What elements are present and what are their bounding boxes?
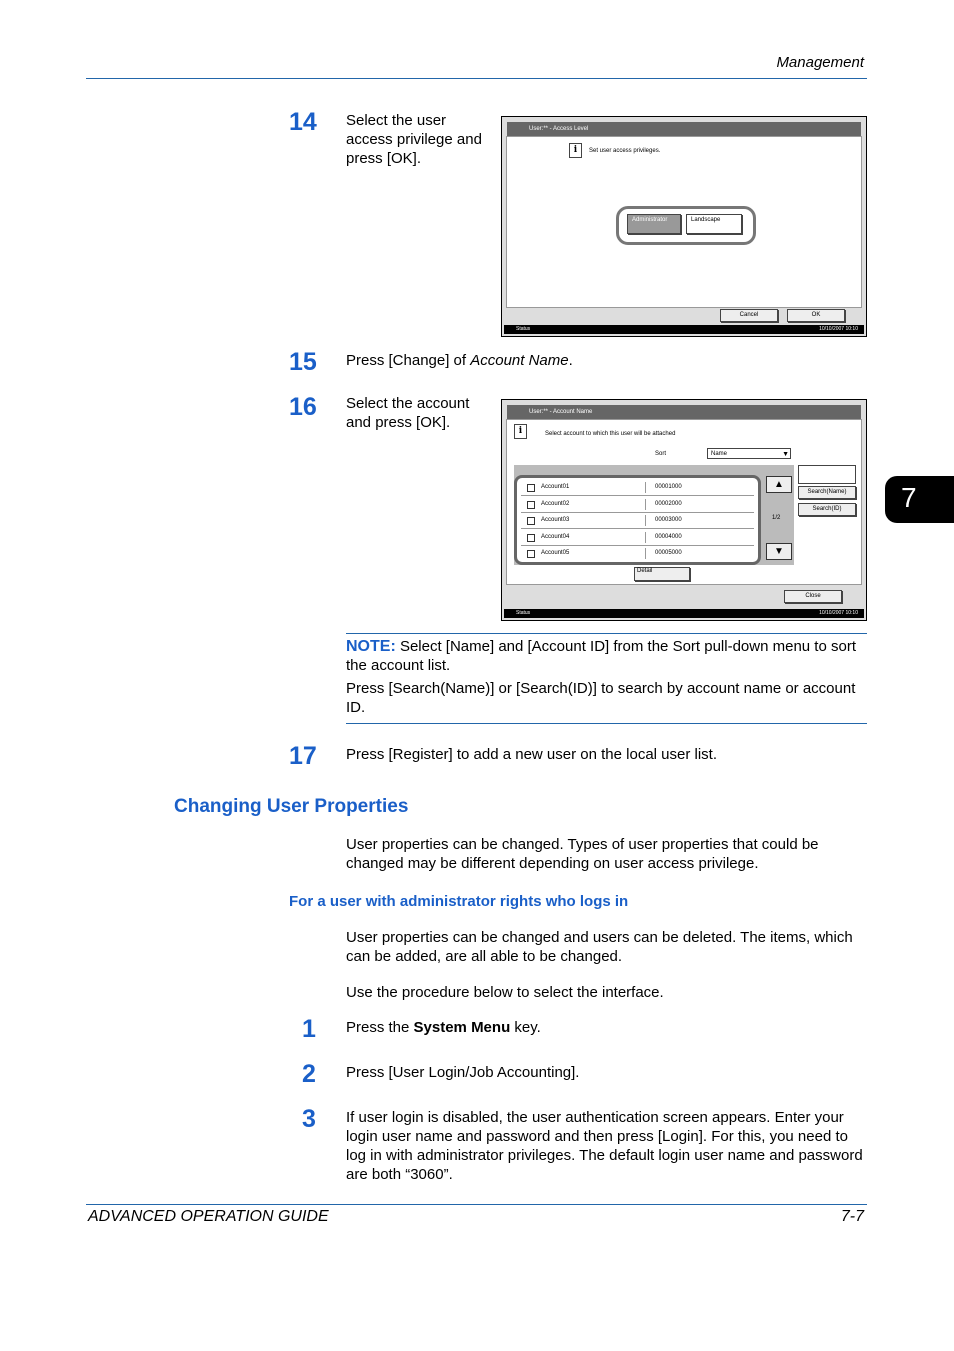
note-text-1: Select [Name] and [Account ID] from the Sort pull-down menu to sort the account list. [346, 638, 856, 674]
note-top-rule [346, 633, 867, 634]
status-bar [504, 325, 864, 334]
column-separator [645, 482, 646, 493]
section-title: Changing User Properties [174, 796, 409, 817]
status-datetime: 10/10/2007 10:10 [819, 610, 858, 616]
account-name: Account03 [541, 517, 570, 523]
step-16-text: Select the account and press [OK]. [346, 395, 470, 431]
step-2-text: Press [User Login/Job Accounting]. [346, 1064, 580, 1081]
note-label: NOTE: [346, 638, 396, 655]
list-item[interactable] [521, 530, 754, 546]
subsection-title: For a user with administrator rights who logs in [289, 893, 629, 910]
list-item[interactable] [521, 497, 754, 513]
screen-title: User:** - Access Level [507, 122, 861, 136]
sort-dropdown-value: Name [711, 451, 728, 457]
system-menu-key-label: System Menu [413, 1019, 511, 1036]
running-header: Management [776, 54, 864, 71]
search-name-button[interactable]: Search(Name) [798, 486, 856, 499]
step-14-text: Select the user access privilege and press [OK]. [346, 112, 482, 167]
info-message: Set user access privileges. [589, 148, 661, 154]
info-message: Select account to which this user will be attached [545, 431, 676, 437]
account-icon [527, 484, 535, 492]
cancel-button[interactable]: Cancel [720, 309, 778, 322]
administrator-button[interactable]: Administrator [627, 214, 681, 234]
step-17-text: Press [Register] to add a new user on the local user list. [346, 746, 718, 763]
detail-button[interactable]: Detail [634, 567, 690, 581]
search-id-button[interactable]: Search(ID) [798, 503, 856, 516]
account-id: 00001000 [655, 484, 682, 490]
arrow-down-icon: ▼ [774, 546, 784, 557]
step-16-number: 16 [289, 393, 317, 421]
step-3-text: If user login is disabled, the user authentication screen appears. Enter your login user name and password and then press [Login]. For this, you need to log in with administrator privileges. The default login user name and password are both “3060”. [346, 1109, 863, 1183]
step-17-number: 17 [289, 742, 317, 770]
step-1-text [346, 1018, 856, 1037]
step-15-text-em: Account Name [470, 352, 569, 369]
arrow-up-icon: ▲ [774, 479, 784, 490]
column-separator [645, 532, 646, 543]
scroll-up-button[interactable] [766, 476, 792, 493]
scroll-down-button[interactable] [766, 543, 792, 560]
access-level-screenshot [501, 116, 867, 337]
column-separator [645, 548, 646, 559]
account-icon [527, 501, 535, 509]
close-button[interactable]: Close [784, 590, 842, 603]
info-icon: i [569, 143, 582, 158]
column-separator [645, 515, 646, 526]
account-name: Account05 [541, 550, 570, 556]
subsection-paragraph-2: Use the procedure below to select the interface. [346, 984, 664, 1001]
account-name: Account04 [541, 534, 570, 540]
step-1-number: 1 [302, 1015, 316, 1043]
status-bar [504, 609, 864, 618]
step-15-text-a: Press [Change] of [346, 352, 471, 369]
header-rule [86, 78, 867, 79]
search-input[interactable] [798, 465, 856, 484]
account-icon [527, 534, 535, 542]
list-item[interactable] [521, 480, 754, 496]
step-1-text-b: key. [510, 1019, 541, 1036]
subsection-paragraph-1: User properties can be changed and users can be deleted. The items, which can be added, are all able to be changed. [346, 929, 853, 965]
account-icon [527, 550, 535, 558]
note-paragraph-2: Press [Search(Name)] or [Search(ID)] to search by account name or account ID. [346, 680, 856, 716]
status-label[interactable]: Status [516, 326, 531, 332]
step-15-text [346, 351, 866, 370]
landscape-button[interactable]: Landscape [686, 214, 742, 234]
ok-button[interactable]: OK [787, 309, 845, 322]
sort-label: Sort [655, 451, 667, 457]
account-id: 00005000 [655, 550, 682, 556]
account-list [514, 475, 761, 565]
column-separator [645, 499, 646, 510]
account-name: Account01 [541, 484, 570, 490]
step-2-number: 2 [302, 1060, 316, 1088]
footer-rule [86, 1204, 867, 1205]
page-indicator: 1/2 [772, 515, 781, 521]
account-id: 00004000 [655, 534, 682, 540]
account-id: 00003000 [655, 517, 682, 523]
list-item[interactable] [521, 546, 754, 561]
step-15-text-b: . [568, 352, 573, 369]
step-14-number: 14 [289, 108, 317, 136]
section-intro: User properties can be changed. Types of user properties that could be changed may be different depending on user access privilege. [346, 836, 819, 872]
screen-title: User:** - Account Name [507, 405, 861, 419]
list-item[interactable] [521, 513, 754, 529]
footer-guide-title: ADVANCED OPERATION GUIDE [88, 1208, 329, 1225]
screen-body [506, 136, 862, 308]
step-1-text-a: Press the [346, 1019, 414, 1036]
chapter-tab-number: 7 [901, 482, 917, 513]
status-datetime: 10/10/2007 10:10 [819, 326, 858, 332]
chevron-down-icon: ▼ [782, 451, 789, 458]
step-3-number: 3 [302, 1105, 316, 1133]
note-bottom-rule [346, 723, 867, 724]
account-name: Account02 [541, 501, 570, 507]
account-id: 00002000 [655, 501, 682, 507]
account-name-screenshot [501, 399, 867, 621]
sort-dropdown[interactable] [707, 448, 791, 459]
chapter-tab [885, 476, 954, 523]
info-icon: i [514, 424, 527, 439]
footer-page-number: 7-7 [840, 1208, 864, 1225]
note-paragraph-1 [346, 637, 866, 675]
status-label[interactable]: Status [516, 610, 531, 616]
screen-body [506, 419, 862, 585]
step-15-number: 15 [289, 348, 317, 376]
account-icon [527, 517, 535, 525]
